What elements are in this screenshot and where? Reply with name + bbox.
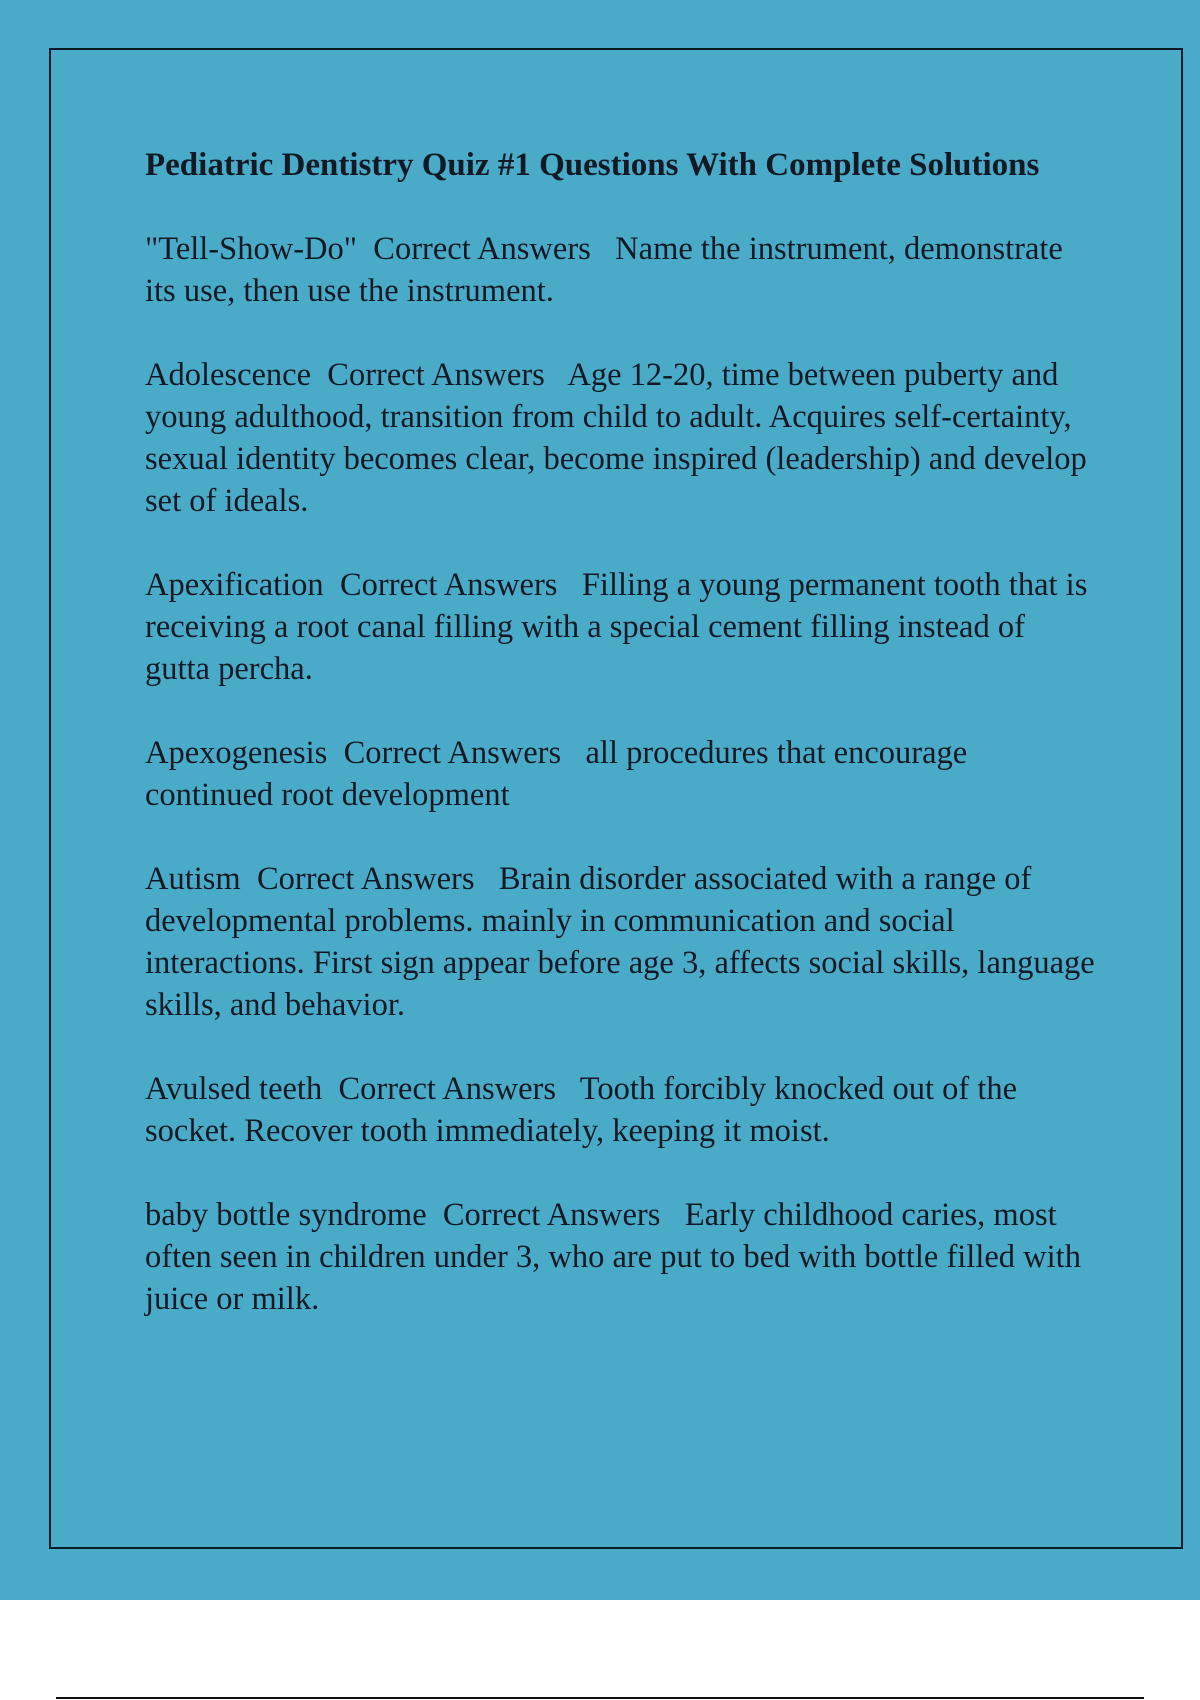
qa-term: Adolescence [145,357,312,393]
answer-marker: Correct Answers [442,1197,661,1233]
document-title: Pediatric Dentistry Quiz #1 Questions With Complete Solutions [145,147,1040,183]
document-content [145,144,1095,1320]
qa-answer: Age 12-20, time between puberty and young adulthood, transition from child to adult. Acquires self-certainty, sexual identity becomes clear, become inspired (leadership) and develop set of ideals. [145,357,1087,519]
qa-item-adolescence [145,354,1095,522]
qa-answer: Name the instrument, demonstrate its use, then use the instrument. [145,231,1063,309]
answer-marker: Correct Answers [338,1071,556,1107]
qa-item-tell-show-do [145,228,1095,312]
qa-item-baby-bottle-syndrome [145,1194,1095,1320]
qa-item-apexogenesis [145,732,1095,816]
answer-marker: Correct Answers [327,357,545,393]
qa-item-autism [145,858,1095,1026]
qa-answer: Tooth forcibly knocked out of the socket. Recover tooth immediately, keeping it moist. [145,1071,1018,1149]
answer-marker: Correct Answers [343,735,562,771]
next-page-divider [56,1697,1144,1699]
qa-answer: all procedures that encourage continued root development [145,735,968,813]
qa-term: "Tell-Show-Do" [145,231,358,267]
qa-list [145,228,1095,1320]
qa-term: Autism [145,861,241,897]
qa-answer: Brain disorder associated with a range of developmental problems. mainly in communication and social interactions. First sign appear before age 3, affects social skills, language skills, and behavior. [145,861,1095,1023]
answer-marker: Correct Answers [373,231,591,267]
answer-marker: Correct Answers [256,861,475,897]
qa-answer: Early childhood caries, most often seen in children under 3, who are put to bed with bottle filled with juice or milk. [145,1197,1081,1317]
qa-item-avulsed-teeth [145,1068,1095,1152]
qa-answer: Filling a young permanent tooth that is receiving a root canal filling with a special cement filling instead of gutta percha. [145,567,1088,687]
qa-term: baby bottle syndrome [145,1197,427,1233]
qa-term: Avulsed teeth [145,1071,323,1107]
qa-term: Apexogenesis [145,735,328,771]
qa-item-apexification [145,564,1095,690]
answer-marker: Correct Answers [339,567,558,603]
qa-term: Apexification [145,567,324,603]
